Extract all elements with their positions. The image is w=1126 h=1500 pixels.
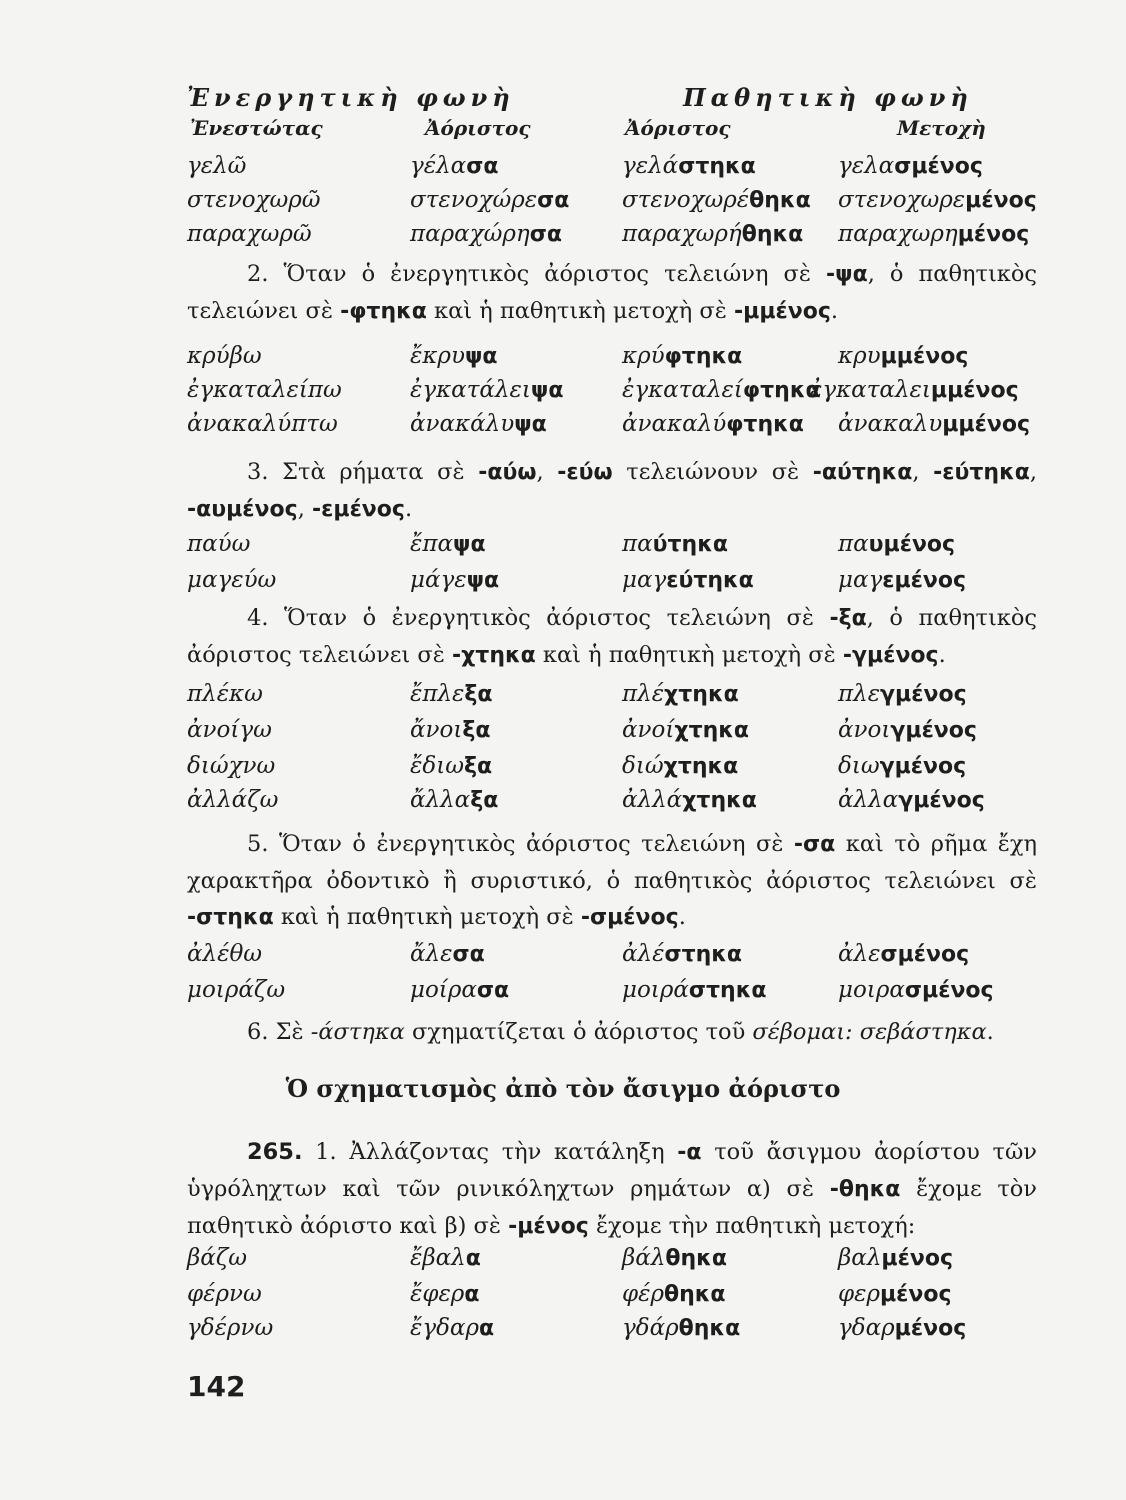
participle-ending: σμένος [880, 942, 970, 967]
passive-ending: στηκα [688, 978, 767, 1003]
passive-stem: πλέ [622, 681, 665, 707]
passive-voice-header: Παθητικὴ φωνὴ [683, 83, 973, 112]
participle-ending: μένος [957, 222, 1030, 247]
aorist-ending: ξα [464, 682, 493, 707]
rule-text: 6. Σὲ [247, 1019, 311, 1045]
participle-stem: γελα [838, 153, 895, 179]
participle-ending: μένος [879, 1282, 952, 1307]
rule-ending: -εμένος [312, 497, 405, 522]
table-row [0, 216, 1126, 252]
passive-stem: βάλ [622, 1245, 666, 1271]
present-form: μοιράζω [187, 977, 286, 1003]
passive-ending: χτηκα [682, 788, 757, 813]
aorist-ending: ψα [466, 568, 500, 593]
rule-text: ἔχομε τὴν παθητικὴ μετοχή: [588, 1213, 916, 1239]
rule-ending: -στηκα [187, 905, 274, 930]
rule-text: 4. Ὅταν ὁ ἐνεργητικὸς ἀόριστος τελειώνη σὲ [247, 605, 830, 631]
rule-text: , [536, 459, 558, 485]
aorist-stem: ἄλε [410, 941, 453, 967]
rule-text: , [297, 496, 312, 522]
aorist-ending: ψα [514, 412, 547, 437]
participle-ending: μένος [965, 188, 1037, 213]
present-form: παύω [187, 531, 251, 557]
rule-ending: -χτηκα [451, 643, 536, 668]
participle-ending: σμένος [904, 978, 994, 1003]
table-row [0, 562, 1126, 598]
rule-5-paragraph [187, 826, 1037, 936]
passive-ending: χτηκα [664, 682, 739, 707]
passive-ending: ύτηκα [652, 532, 728, 557]
table-row [0, 526, 1126, 562]
rule-text: , ὁ παθητικὸς τελειώνει σὲ [187, 261, 1037, 324]
participle-ending: σμένος [894, 154, 983, 179]
table-row [0, 712, 1126, 748]
aorist-stem: μοίρα [410, 977, 477, 1003]
rule-text: 1. Ἀλλάζοντας τὴν κατάληξη [302, 1139, 678, 1165]
participle-ending: μμένος [942, 412, 1030, 437]
participle-stem: ἀλε [838, 941, 881, 967]
participle-ending: μμένος [930, 378, 1019, 403]
present-form: ἀνακαλύπτω [187, 411, 338, 437]
rule-ending: -αύτηκα [812, 460, 913, 485]
rule-4-paragraph [187, 600, 1037, 674]
passive-stem: ἀλέ [622, 941, 665, 967]
rule-example: σέβομαι: σεβάστηκα [752, 1019, 987, 1045]
present-form: βάζω [187, 1245, 248, 1271]
present-form: πλέκω [187, 681, 263, 707]
present-form: φέρνω [187, 1281, 262, 1307]
rule-text: . [404, 496, 413, 522]
passive-ending: θηκα [663, 1282, 726, 1307]
participle-ending: μένος [881, 1246, 953, 1271]
table-row [0, 182, 1126, 218]
rule-text: , ὁ παθητικὸς ἀόριστος τελειώνει σὲ [187, 605, 1037, 668]
participle-stem: πα [838, 531, 869, 557]
rule-ending: -εύω [557, 460, 613, 485]
column-header-row [0, 110, 1126, 146]
passive-stem: γδάρ [622, 1315, 679, 1341]
rule-text: τοῦ ἄσιγμου ἀορίστου τῶν ὑγρόληχτων καὶ τῶν ρινικόληχτων ρημάτων α) σὲ [187, 1139, 1037, 1202]
page-number: 142 [187, 1370, 246, 1403]
passive-stem: φέρ [622, 1281, 664, 1307]
present-form: κρύβω [187, 343, 262, 369]
aorist-ending: σα [466, 154, 499, 179]
passive-stem: ἐγκαταλεί [622, 377, 743, 403]
table-row [0, 338, 1126, 374]
passive-stem: στενοχωρέ [622, 187, 750, 213]
participle-ending: γμένος [890, 718, 977, 743]
aorist-ending: σα [537, 188, 570, 213]
participle-stem: μαγ [838, 567, 883, 593]
aorist-stem: μάγε [410, 567, 467, 593]
passive-ending: θηκα [741, 222, 804, 247]
passive-ending: φτηκα [742, 378, 821, 403]
participle-ending: εμένος [882, 568, 967, 593]
participle-stem: μοιρα [838, 977, 905, 1003]
rule-ending: -θηκα [829, 1177, 901, 1202]
present-form: ἀνοίγω [187, 717, 272, 743]
participle-stem: ἀλλα [838, 787, 899, 813]
present-header: Ἐνεστώτας [190, 116, 323, 140]
aorist-ending: ξα [470, 788, 499, 813]
rule-ending: -ψα [825, 262, 868, 287]
rule-text: καὶ ἡ παθητικὴ μετοχὴ σὲ [426, 298, 735, 324]
table-row [0, 1240, 1126, 1276]
rule-text: τελειώνουν σὲ [612, 459, 813, 485]
passive-stem: κρύ [622, 343, 665, 369]
rule-ending: -άστηκα [310, 1019, 405, 1045]
present-form: γδέρνω [187, 1315, 274, 1341]
aorist-stem: ἔπλε [410, 681, 465, 707]
rule-ending: -α [677, 1140, 702, 1165]
participle-stem: στενοχωρε [838, 187, 966, 213]
participle-ending: γμένος [880, 682, 967, 707]
participle-ending: γμένος [879, 754, 967, 779]
rule-text: σχηματίζεται ὁ ἀόριστος τοῦ [404, 1019, 753, 1045]
rule-ending: -μένος [508, 1214, 589, 1239]
rule-text: ἔχομε τὸν παθητικὸ ἀόριστο καὶ β) σὲ [187, 1176, 1037, 1239]
table-row [0, 748, 1126, 784]
participle-stem: παραχωρη [838, 221, 958, 247]
present-form: ἀλέθω [187, 941, 263, 967]
aorist-stem: παραχώρη [410, 221, 530, 247]
table-row [0, 1276, 1126, 1312]
passive-ending: στηκα [664, 942, 743, 967]
table-row [0, 676, 1126, 712]
rule-text: 3. Στὰ ρήματα σὲ [247, 459, 479, 485]
rule-text: καὶ ἡ παθητικὴ μετοχὴ σὲ [273, 904, 581, 930]
table-row [0, 148, 1126, 184]
rule-text: , [1029, 459, 1037, 485]
passive-stem: μοιρά [622, 977, 689, 1003]
rule-text: . [830, 298, 839, 324]
passive-stem: ἀνοί [622, 717, 675, 743]
passive-ending: θηκα [749, 188, 811, 213]
passive-stem: μαγ [622, 567, 667, 593]
participle-ending: μένος [894, 1316, 967, 1341]
rule-text: καὶ ἡ παθητικὴ μετοχὴ σὲ [535, 642, 843, 668]
passive-ending: χτηκα [674, 718, 750, 743]
rule-text: . [938, 642, 946, 668]
present-form: παραχωρῶ [187, 221, 312, 247]
paragraph-265 [187, 1134, 1037, 1245]
aorist-stem: ἔφερ [410, 1281, 465, 1307]
aorist-ending: α [465, 1246, 481, 1271]
aorist-stem: ἄλλα [410, 787, 471, 813]
participle-stem: βαλ [838, 1245, 882, 1271]
passive-stem: διώ [622, 753, 664, 779]
participle-stem: φερ [838, 1281, 880, 1307]
table-row [0, 936, 1126, 972]
aorist-stem: ἔκρυ [410, 343, 465, 369]
passive-stem: πα [622, 531, 653, 557]
passive-ending: εύτηκα [666, 568, 754, 593]
rule-3-paragraph [187, 454, 1037, 528]
passive-ending: θηκα [678, 1316, 741, 1341]
present-form: ἐγκαταλείπω [187, 377, 342, 403]
aorist-stem: ἔγδαρ [410, 1315, 479, 1341]
participle-stem: ἐγκαταλει [810, 377, 931, 403]
passive-stem: γελά [622, 153, 679, 179]
rule-ending: -μμένος [734, 299, 831, 324]
participle-stem: ἀνακαλυ [838, 411, 943, 437]
rule-6-paragraph [187, 1014, 1037, 1050]
paragraph-number: 265. [247, 1139, 303, 1165]
aorist-active-header: Ἀόριστος [425, 116, 531, 140]
participle-ending: μμένος [880, 344, 969, 369]
aorist-ending: ξα [462, 718, 491, 743]
participle-stem: διω [838, 753, 880, 779]
rule-ending: -ξα [829, 606, 867, 631]
rule-text: . [678, 904, 686, 930]
rule-ending: -εύτηκα [933, 460, 1030, 485]
passive-ending: χτηκα [663, 754, 739, 779]
participle-stem: γδαρ [838, 1315, 895, 1341]
aorist-stem: ἀνακάλυ [410, 411, 515, 437]
participle-header: Μετοχὴ [897, 116, 986, 140]
rule-ending: -φτηκα [340, 299, 427, 324]
table-row [0, 406, 1126, 442]
passive-ending: θηκα [665, 1246, 727, 1271]
aorist-stem: ἔβαλ [410, 1245, 466, 1271]
rule-text: . [986, 1019, 994, 1045]
aorist-ending: σα [476, 978, 510, 1003]
present-form: στενοχωρῶ [187, 187, 321, 213]
section-heading: Ὁ σχηματισμὸς ἀπὸ τὸν ἄσιγμο ἀόριστο [285, 1074, 841, 1103]
aorist-stem: ἐγκατάλει [410, 377, 531, 403]
aorist-stem: ἄνοι [410, 717, 463, 743]
table-row [0, 1310, 1126, 1346]
rule-ending: -γμένος [842, 643, 939, 668]
passive-stem: ἀνακαλύ [622, 411, 727, 437]
aorist-ending: ψα [530, 378, 564, 403]
active-voice-header: Ἐνεργητικὴ φωνὴ [187, 83, 515, 112]
rule-2-paragraph [187, 256, 1037, 330]
participle-stem: πλε [838, 681, 881, 707]
aorist-ending: ξα [463, 754, 493, 779]
passive-ending: φτηκα [726, 412, 804, 437]
aorist-stem: γέλα [410, 153, 467, 179]
participle-stem: κρυ [838, 343, 881, 369]
present-form: ἀλλάζω [187, 787, 279, 813]
rule-ending: -αύω [478, 460, 537, 485]
aorist-stem: ἔπα [410, 531, 453, 557]
rule-ending: -αυμένος [187, 497, 298, 522]
rule-text: 5. Ὅταν ὁ ἐνεργητικὸς ἀόριστος τελειώνη σὲ [247, 831, 794, 857]
rule-ending: -σα [793, 832, 836, 857]
present-form: διώχνω [187, 753, 276, 779]
participle-stem: ἀνοι [838, 717, 891, 743]
passive-ending: φτηκα [664, 344, 743, 369]
aorist-ending: α [479, 1316, 495, 1341]
passive-stem: ἀλλά [622, 787, 683, 813]
aorist-stem: στενοχώρε [410, 187, 538, 213]
participle-ending: γμένος [898, 788, 985, 813]
rule-text: , [912, 459, 934, 485]
rule-ending: -σμένος [580, 905, 679, 930]
aorist-ending: ψα [453, 532, 486, 557]
present-form: μαγεύω [187, 567, 277, 593]
passive-ending: στηκα [678, 154, 756, 179]
table-row [0, 372, 1126, 408]
participle-ending: υμένος [868, 532, 956, 557]
aorist-ending: σα [452, 942, 485, 967]
rule-text: καὶ τὸ ρῆμα ἔχη χαρακτῆρα ὀδοντικὸ ἢ συριστικό, ὁ παθητικὸς ἀόριστος τελειώνει σὲ [187, 831, 1037, 894]
present-form: γελῶ [187, 153, 247, 179]
aorist-passive-header: Ἀόριστος [625, 116, 731, 140]
table-row [0, 972, 1126, 1008]
aorist-ending: α [464, 1282, 480, 1307]
aorist-ending: ψα [464, 344, 498, 369]
aorist-stem: ἔδιω [410, 753, 464, 779]
passive-stem: παραχωρή [622, 221, 742, 247]
table-row [0, 782, 1126, 818]
aorist-ending: σα [529, 222, 562, 247]
rule-text: 2. Ὅταν ὁ ἐνεργητικὸς ἀόριστος τελειώνη σὲ [247, 261, 826, 287]
